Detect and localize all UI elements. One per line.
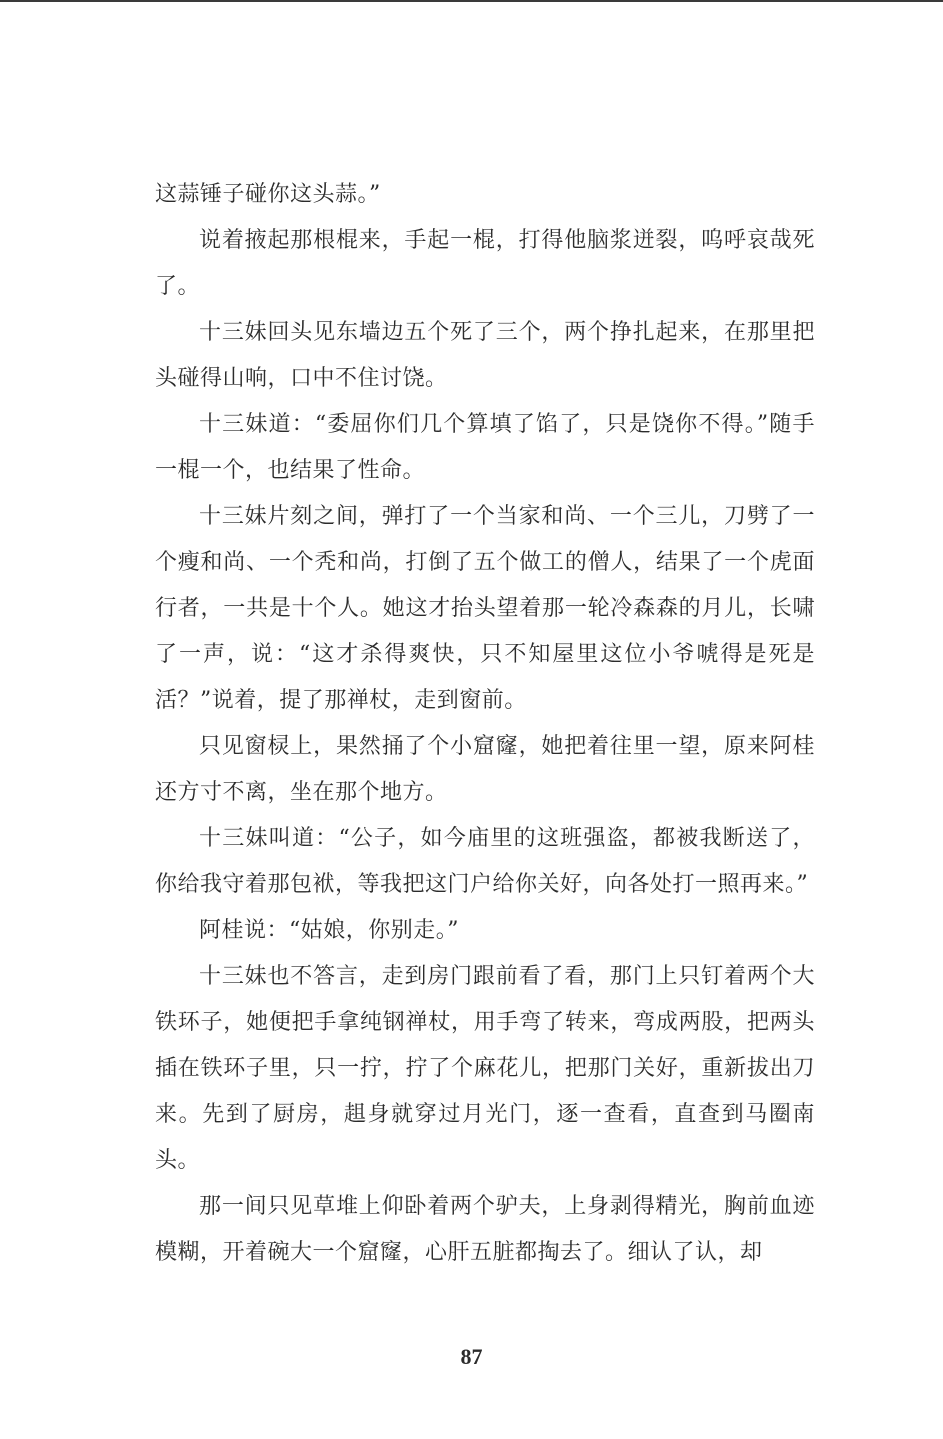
paragraph: 说着掖起那根棍来，手起一棍，打得他脑浆迸裂，呜呼哀哉死了。 (155, 228, 815, 299)
page-number: 87 (460, 1344, 483, 1369)
paragraph: 十三妹片刻之间，弹打了一个当家和尚、一个三儿，刀劈了一个瘦和尚、一个秃和尚，打倒了五个做工的僧人，结果了一个虎面行者，一共是十个人。她这才抬头望着那一轮冷森森的月儿，长啸了一声，说：“这才杀得爽快，只不知屋里这位小爷唬得是死是活？”说着，提了那禅杖，走到窗前。 (155, 504, 815, 713)
top-border-rule (0, 0, 943, 2)
body-text (155, 172, 815, 1276)
paragraph: 那一间只见草堆上仰卧着两个驴夫，上身剥得精光，胸前血迹模糊，开着碗大一个窟窿，心肝五脏都掏去了。细认了认，却 (155, 1194, 815, 1265)
paragraph: 十三妹叫道：“公子，如今庙里的这班强盗，都被我断送了，你给我守着那包袱，等我把这门户给你关好，向各处打一照再来。” (155, 826, 815, 897)
paragraph: 阿桂说：“姑娘，你别走。” (199, 918, 459, 943)
paragraph-continued: 这蒜锤子碰你这头蒜。” (155, 182, 381, 207)
paragraph: 十三妹道：“委屈你们几个算填了馅了，只是饶你不得。”随手一棍一个，也结果了性命。 (155, 412, 815, 483)
paragraph: 只见窗棂上，果然捅了个小窟窿，她把着往里一望，原来阿桂还方寸不离，坐在那个地方。 (155, 734, 815, 805)
paragraph: 十三妹也不答言，走到房门跟前看了看，那门上只钉着两个大铁环子，她便把手拿纯钢禅杖，用手弯了转来，弯成两股，把两头插在铁环子里，只一拧，拧了个麻花儿，把那门关好，重新拔出刀来。先到了厨房，趄身就穿过月光门，逐一查看，直查到马圈南头。 (155, 964, 815, 1173)
paragraph: 十三妹回头见东墙边五个死了三个，两个挣扎起来，在那里把头碰得山响，口中不住讨饶。 (155, 320, 815, 391)
